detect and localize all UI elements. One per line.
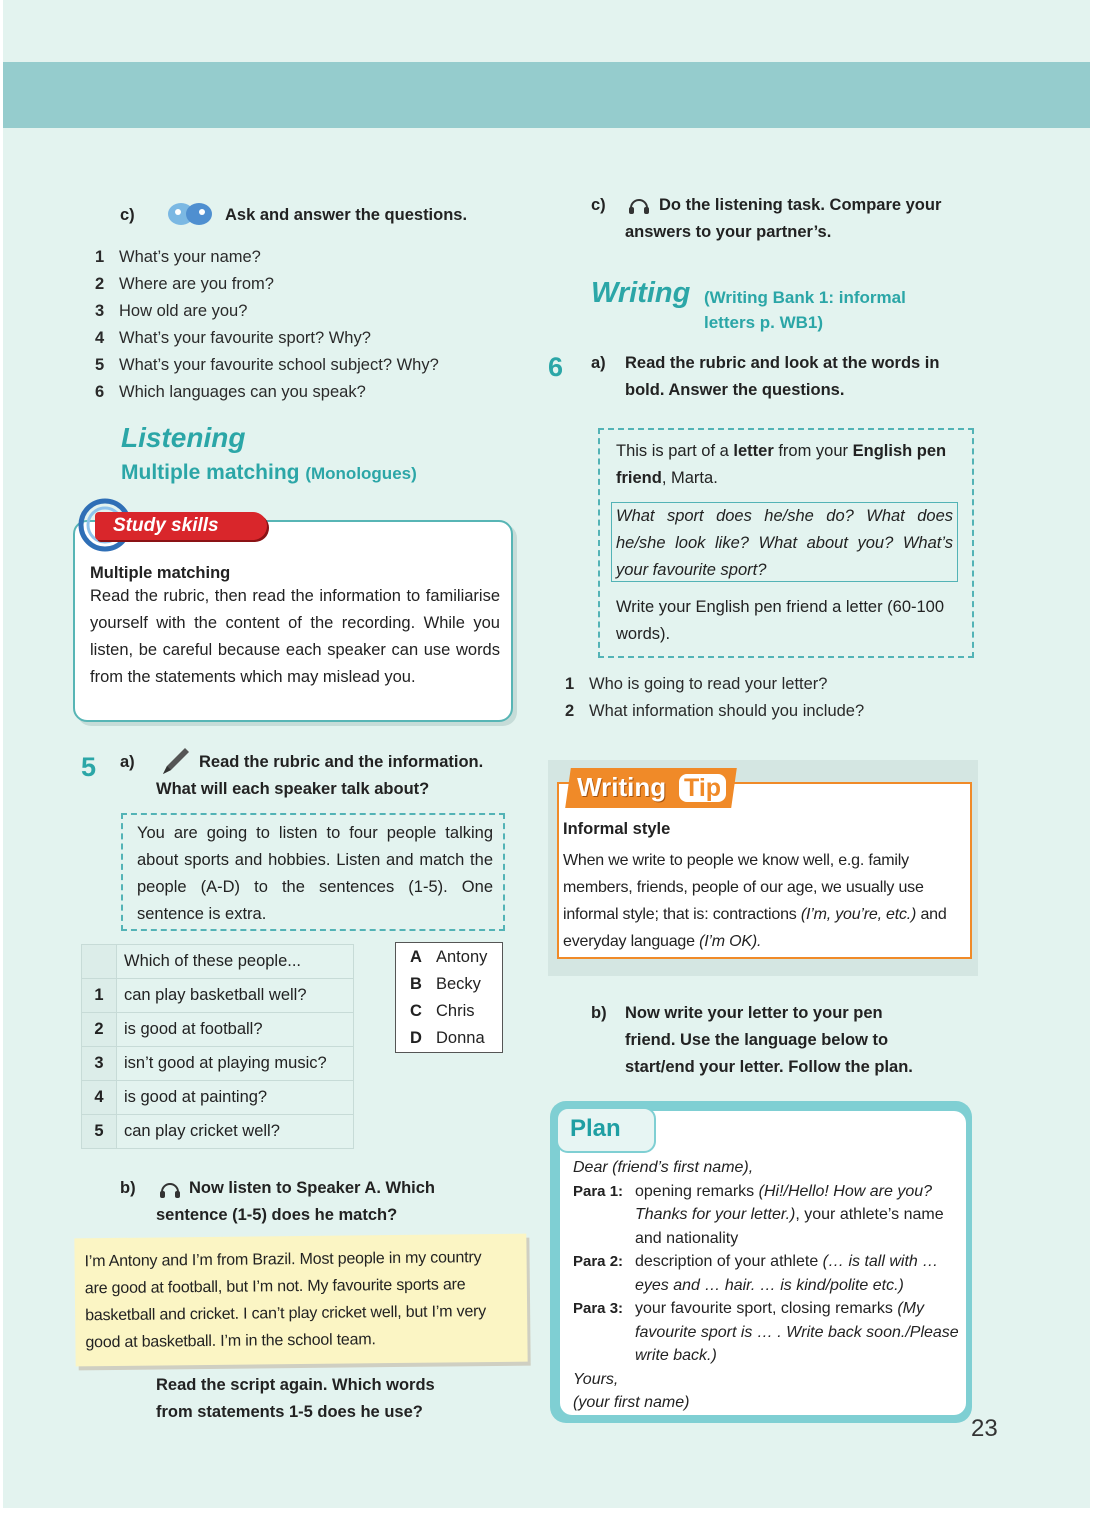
pencil-icon [159, 744, 193, 783]
right-exercise-c-instruction-2: answers to your partner’s. [625, 223, 832, 241]
question-item: 5 What’s your favourite school subject? Why? [95, 356, 439, 374]
writing-tip-box [557, 782, 972, 959]
final-instruction-1: Read the script again. Which words [156, 1376, 435, 1394]
question-item: 2 Where are you from? [95, 275, 274, 293]
table-row: 2 is good at football? [82, 1013, 354, 1047]
right-exercise-c-instruction-1: Do the listening task. Compare your [659, 196, 942, 214]
matching-table [81, 944, 354, 1149]
listening-title: Listening [121, 422, 246, 453]
exercise-6b-instruction-2: friend. Use the language below to [625, 1031, 889, 1049]
plan-box [560, 1111, 966, 1415]
list-item: D Donna [410, 1029, 485, 1047]
list-item: C Chris [410, 1002, 475, 1020]
exercise-c-instruction: Ask and answer the questions. [225, 206, 468, 224]
writing-tip-text: When we write to people we know well, e.g. family members, friends, people of our age, we usually use informal style; that is: contractions (I’m, you’re, etc.) and everyday language (I’m OK). [563, 852, 947, 950]
writing-tip-title: Informal style [563, 820, 671, 838]
plan-yours: Yours, [573, 1370, 619, 1388]
writing-tip-badge: Writing Tip [565, 768, 737, 808]
exercise-5a-label: a) [120, 753, 135, 771]
plan-para: Para 1: opening remarks (Hi!/Hello! How are you? Thanks for your letter.), your athlete’s name and nationality [573, 1182, 944, 1247]
question-item: 6 Which languages can you speak? [95, 383, 366, 401]
exercise-6-rubric-box [598, 428, 974, 658]
writing-title: Writing [591, 277, 691, 309]
textbook-page [3, 0, 1090, 1508]
list-item: A Antony [410, 948, 488, 966]
exercise-6-rubric: This is part of a letter from your English pen friend, Marta. [616, 442, 947, 487]
exercise-5b-instruction-2: sentence (1-5) does he match? [156, 1206, 398, 1224]
table-row: 4 is good at painting? [82, 1081, 354, 1115]
quote-box: What sport does he/she do? What does he/she look like? What about you? What’s your favourite sport? [611, 502, 958, 582]
script-text: I’m Antony and I’m from Brazil. Most people in my country are good at football, but I’m not. My favourite sports are basketball and cricket. I can’t play cricket well, but I’m very good at basketball. I’m in the school team. [84, 1249, 487, 1352]
study-skills-text: Read the rubric, then read the information to familiarise yourself with the content of the recording. While you listen, be careful because each speaker can use words from the statements which may mislead you. [90, 587, 500, 686]
exercise-5b-instruction-1: Now listen to Speaker A. Which [189, 1179, 436, 1197]
plan-badge: Plan [556, 1107, 656, 1153]
speaking-questions [95, 244, 439, 406]
question-item: 1 Who is going to read your letter? [565, 675, 828, 693]
table-row: 5 can play cricket well? [82, 1115, 354, 1149]
script-note [74, 1234, 527, 1367]
exercise-5a-instruction-2: What will each speaker talk about? [156, 780, 430, 798]
listening-subtitle: Multiple matching (Monologues) [121, 461, 417, 484]
page-number: 23 [971, 1415, 998, 1442]
table-row: 1 can play basketball well? [82, 979, 354, 1013]
exercise-c-label: c) [120, 206, 135, 224]
right-exercise-c-label: c) [591, 196, 606, 214]
study-skills-title: Multiple matching [90, 564, 231, 582]
list-item: B Becky [410, 975, 481, 993]
plan-content [573, 1156, 963, 1415]
headphones-icon [158, 1178, 182, 1205]
speaking-pair-icon [161, 200, 217, 233]
exercise-5-rubric-box [121, 813, 505, 931]
exercise-6-number: 6 [548, 352, 564, 382]
study-skills-box [73, 520, 513, 722]
exercise-5-number: 5 [81, 752, 97, 782]
exercise-6b-instruction-1: Now write your letter to your pen [625, 1004, 883, 1022]
header-band [3, 62, 1090, 128]
exercise-6b-label: b) [591, 1004, 607, 1022]
exercise-6a-instruction-1: Read the rubric and look at the words in [625, 354, 940, 372]
exercise-6b-instruction-3: start/end your letter. Follow the plan. [625, 1058, 913, 1076]
people-list [395, 942, 503, 1053]
exercise-6-task: Write your English pen friend a letter (60-100 words). [616, 598, 945, 643]
question-item: 4 What’s your favourite sport? Why? [95, 329, 371, 347]
writing-ref-2: letters p. WB1) [704, 313, 824, 332]
plan-name: (your first name) [573, 1394, 690, 1411]
table-header: Which of these people... [117, 945, 354, 979]
exercise-5b-label: b) [120, 1179, 136, 1197]
question-item: 1 What’s your name? [95, 248, 261, 266]
writing-ref-1: (Writing Bank 1: informal [704, 288, 906, 307]
table-row: 3 isn’t good at playing music? [82, 1047, 354, 1081]
exercise-5a-instruction-1: Read the rubric and the information. [199, 753, 484, 771]
exercise-6a-label: a) [591, 354, 606, 372]
plan-para: Para 2: description of your athlete (… is tall with … eyes and … hair. … is kind/polite etc.) [573, 1253, 939, 1294]
plan-para: Para 3: your favourite sport, closing remarks (My favourite sport is … . Write back soon./Please write back.) [573, 1300, 959, 1364]
exercise-6-questions [565, 671, 864, 725]
headphones-icon [627, 194, 651, 221]
final-instruction-2: from statements 1-5 does he use? [156, 1403, 423, 1421]
exercise-5-rubric: You are going to listen to four people talking about sports and hobbies. Listen and match the people (A-D) to the sentences (1-5). One sentence is extra. [137, 824, 493, 923]
question-item: 3 How old are you? [95, 302, 248, 320]
exercise-6a-instruction-2: bold. Answer the questions. [625, 381, 845, 399]
plan-dear: Dear (friend’s first name), [573, 1159, 754, 1176]
question-item: 2 What information should you include? [565, 702, 865, 720]
study-skills-badge: Study skills [95, 512, 267, 540]
